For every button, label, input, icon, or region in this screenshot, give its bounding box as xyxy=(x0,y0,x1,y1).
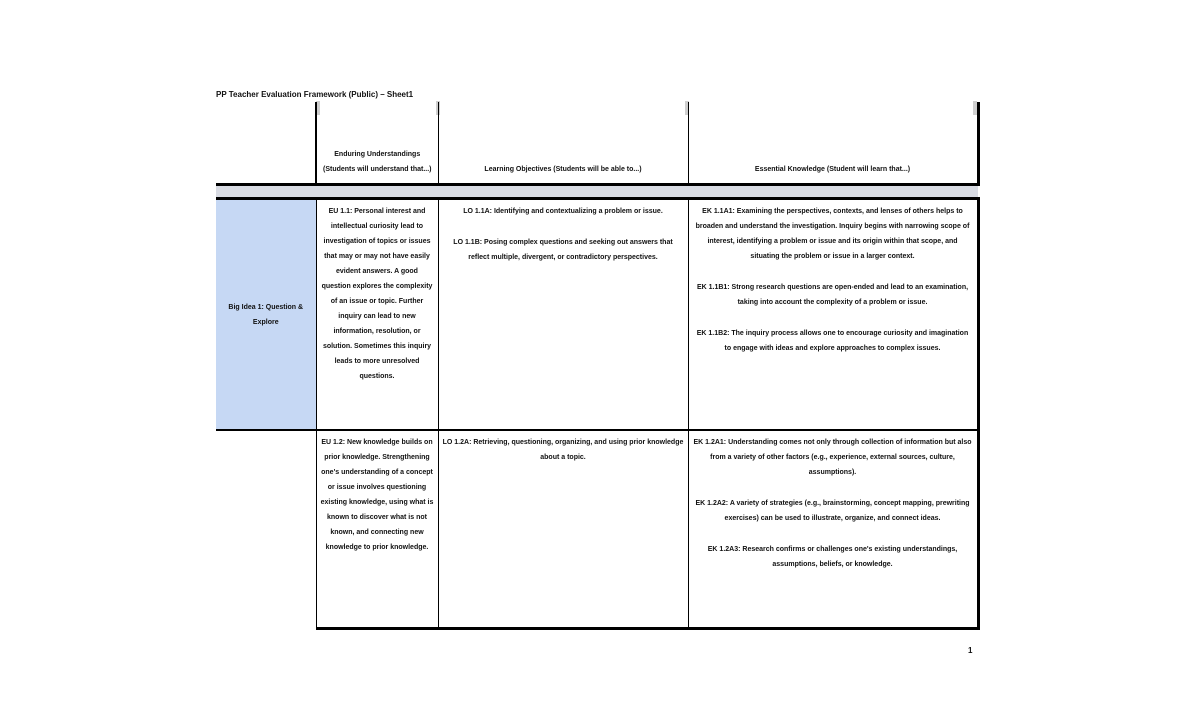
big-idea-cell xyxy=(216,430,316,628)
evidence-text: EK 1.1A1: Examining the perspectives, contexts, and lenses of others helps to broaden and understand the investigation. Inquiry begins with narrowing scope of interest, identifying a problem or issue and its origin within that scope, and situating the problem or issue in a larger context. xyxy=(695,207,970,260)
objectives-cell xyxy=(438,198,688,430)
objective-text: LO 1.1B: Posing complex questions and seeking out answers that reflect multiple, divergent, or contradictory perspectives. xyxy=(453,238,673,261)
header-blank xyxy=(216,102,316,184)
objective-text: LO 1.2A: Retrieving, questioning, organizing, and using prior knowledge about a topic. xyxy=(442,439,684,461)
evidence-cell xyxy=(688,430,978,628)
evidence-cell xyxy=(688,198,978,430)
separator-cell xyxy=(688,184,978,198)
page-number: 1 xyxy=(968,646,973,655)
separator-cell xyxy=(316,184,438,198)
big-idea-cell: Big Idea 1: Question & Explore xyxy=(216,198,316,430)
header-row xyxy=(216,102,978,184)
document-title: PP Teacher Evaluation Framework (Public) – Sheet1 xyxy=(216,90,414,99)
objective-text: LO 1.1A: Identifying and contextualizing a problem or issue. xyxy=(463,207,663,215)
framework-table xyxy=(216,102,980,630)
evidence-text: EK 1.2A2: A variety of strategies (e.g., brainstorming, concept mapping, prewriting exercises) can be used to illustrate, organize, and connect ideas. xyxy=(695,500,970,522)
evidence-text: EK 1.1B1: Strong research questions are open-ended and lead to an examination, taking into account the complexity of a problem or issue. xyxy=(696,283,969,306)
evidence-text: EK 1.2A3: Research confirms or challenges one's existing understandings, assumptions, beliefs, or knowledge. xyxy=(707,546,958,568)
separator-row xyxy=(216,184,978,198)
enduring-cell: EU 1.2: New knowledge builds on prior knowledge. Strengthening one's understanding of a concept or issue involves questioning existing knowledge, using what is known to discover what is not known, and connecting new knowledge to prior knowledge. xyxy=(316,430,438,628)
header-evidence: Essential Knowledge (Student will learn that...) xyxy=(688,102,978,184)
header-enduring: Enduring Understandings (Students will understand that...) xyxy=(316,102,438,184)
separator-cell xyxy=(216,184,316,198)
header-objectives: Learning Objectives (Students will be able to...) xyxy=(438,102,688,184)
objectives-cell xyxy=(438,430,688,628)
table-row xyxy=(216,430,978,628)
separator-cell xyxy=(438,184,688,198)
enduring-cell: EU 1.1: Personal interest and intellectual curiosity lead to investigation of topics or issues that may or may not have easily evident answers. A good question explores the complexity of an issue or topic. Further inquiry can lead to new information, resolution, or solution. Sometimes this inquiry leads to more unresolved questions. xyxy=(316,198,438,430)
table-row xyxy=(216,198,978,430)
evidence-text: EK 1.1B2: The inquiry process allows one to encourage curiosity and imagination to engage with ideas and explore approaches to complex issues. xyxy=(696,329,969,352)
evidence-text: EK 1.2A1: Understanding comes not only through collection of information but also from a variety of other factors (e.g., experience, external sources, culture, assumptions). xyxy=(693,439,972,476)
